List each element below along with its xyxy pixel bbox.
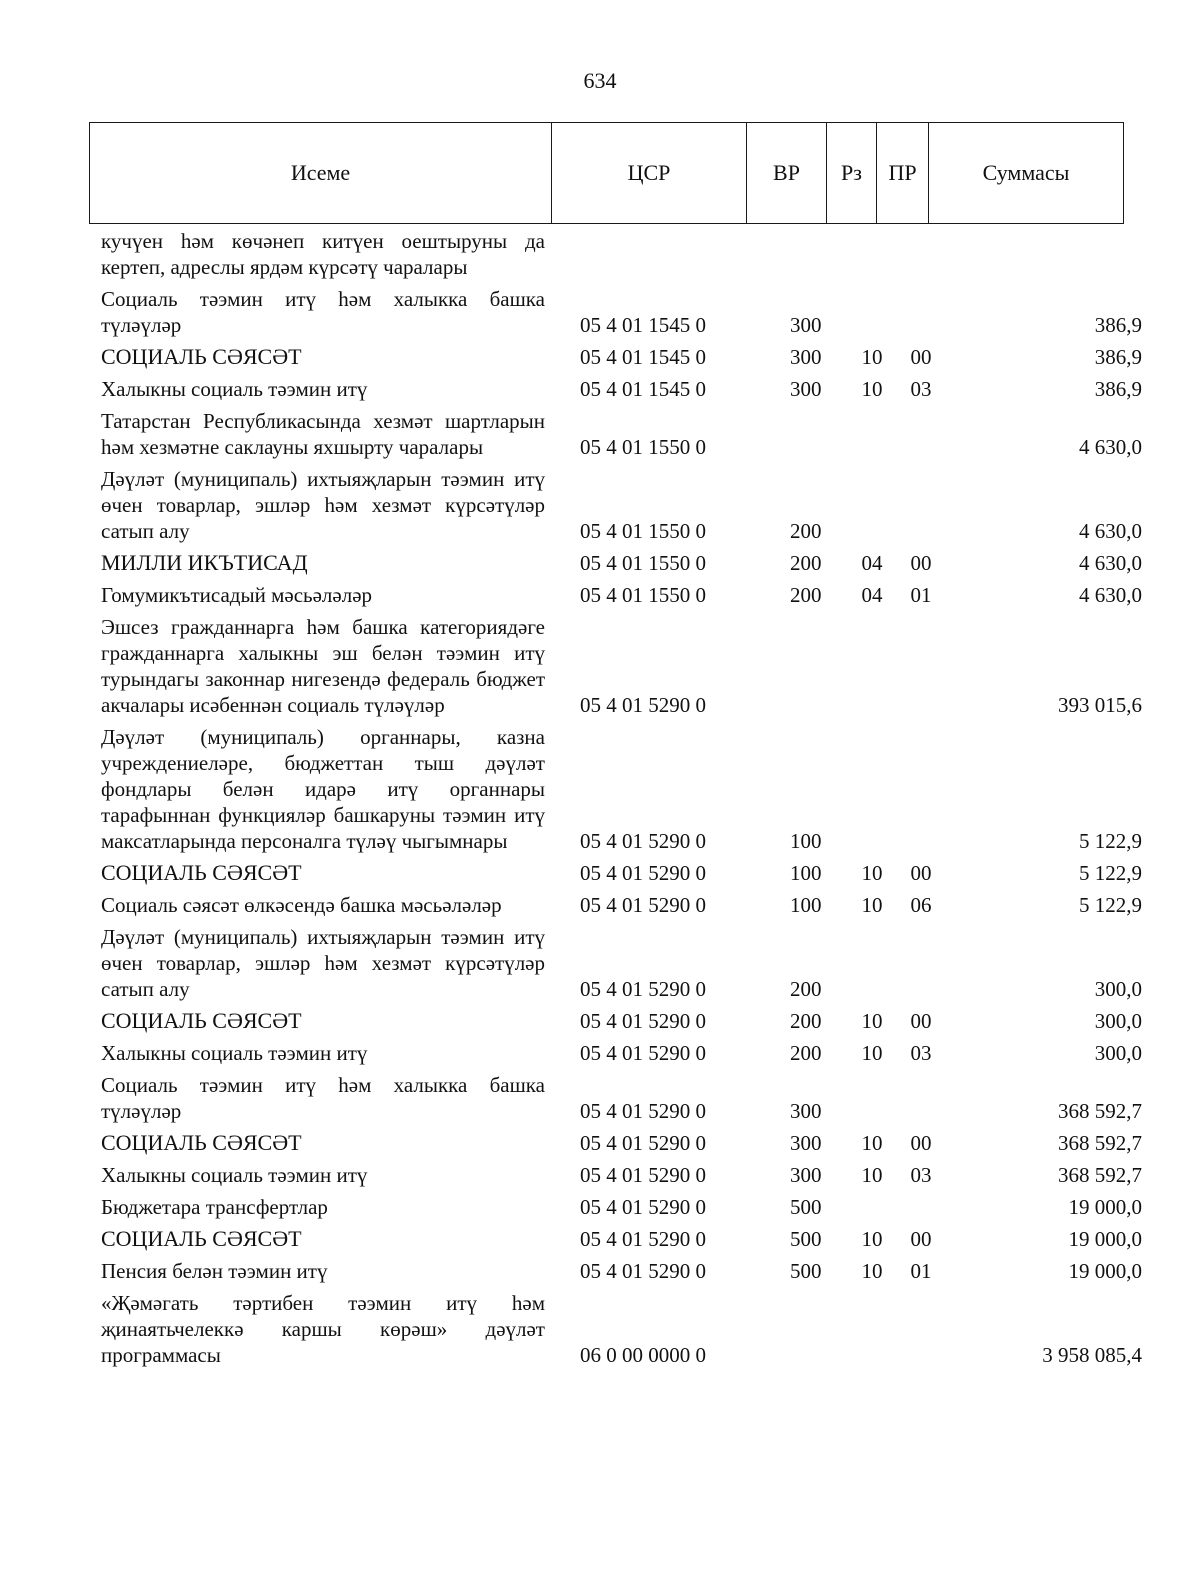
row-sum: 5 122,9 bbox=[1079, 893, 1142, 917]
row-sum: 368 592,7 bbox=[1058, 1163, 1142, 1187]
row-csr: 05 4 01 5290 0 bbox=[580, 693, 706, 717]
row-rz: 10 bbox=[861, 1041, 883, 1065]
row-name: Социаль тәэмин итү һәм халыкка башка түләүләр bbox=[101, 1073, 545, 1123]
row-csr: 05 4 01 1550 0 bbox=[580, 519, 706, 543]
row-rz: 10 bbox=[861, 1131, 883, 1155]
table-row bbox=[0, 408, 1200, 460]
row-sum: 300,0 bbox=[1094, 1041, 1142, 1065]
table-row bbox=[0, 466, 1200, 544]
row-vr: 300 bbox=[790, 377, 822, 401]
row-vr: 200 bbox=[790, 551, 822, 575]
row-name: Дәүләт (муниципаль) ихтыяҗларын тәэмин итү өчен товарлар, эшләр һәм хезмәт күрсәтүләр сатып алу bbox=[101, 467, 545, 543]
row-csr: 05 4 01 5290 0 bbox=[580, 1099, 706, 1123]
table-row bbox=[0, 376, 1200, 402]
table-row bbox=[0, 1258, 1200, 1284]
row-csr: 06 0 00 0000 0 bbox=[580, 1343, 706, 1367]
row-sum: 5 122,9 bbox=[1079, 829, 1142, 853]
row-csr: 05 4 01 1550 0 bbox=[580, 551, 706, 575]
row-name: Дәүләт (муниципаль) органнары, казна учреждениеләре, бюджеттан тыш дәүләт фондлары белән идарә итү органнары тарафыннан функцияләр башкаруны тәэмин итү максатларында персоналга түләү чыгымнары bbox=[101, 725, 545, 853]
row-pr: 01 bbox=[910, 1259, 932, 1283]
row-sum: 3 958 085,4 bbox=[1042, 1343, 1142, 1367]
row-vr: 500 bbox=[790, 1259, 822, 1283]
row-name: Халыкны социаль тәэмин итү bbox=[101, 377, 368, 401]
row-pr: 00 bbox=[910, 551, 932, 575]
row-name: Эшсез гражданнарга һәм башка категориядәге гражданнарга халыкны эш белән тәэмин итү турындагы законнар нигезендә федераль бюджет акчалары исәбеннән социаль түләүләр bbox=[101, 615, 545, 717]
row-vr: 300 bbox=[790, 1099, 822, 1123]
row-csr: 05 4 01 5290 0 bbox=[580, 1227, 706, 1251]
row-csr: 05 4 01 1550 0 bbox=[580, 435, 706, 459]
table-row bbox=[0, 1290, 1200, 1368]
header-rz: Рз bbox=[827, 123, 877, 224]
row-csr: 05 4 01 5290 0 bbox=[580, 977, 706, 1001]
row-name: СОЦИАЛЬ СӘЯСӘТ bbox=[101, 860, 302, 885]
row-csr: 05 4 01 5290 0 bbox=[580, 1009, 706, 1033]
row-name: Социаль тәэмин итү һәм халыкка башка түләүләр bbox=[101, 287, 545, 337]
row-csr: 05 4 01 5290 0 bbox=[580, 861, 706, 885]
row-sum: 368 592,7 bbox=[1058, 1099, 1142, 1123]
table-body bbox=[0, 228, 1200, 1368]
row-csr: 05 4 01 5290 0 bbox=[580, 1259, 706, 1283]
header-csr: ЦСР bbox=[552, 123, 747, 224]
row-vr: 100 bbox=[790, 829, 822, 853]
row-vr: 200 bbox=[790, 1009, 822, 1033]
table-row bbox=[0, 228, 1200, 280]
row-pr: 03 bbox=[910, 1041, 932, 1065]
row-pr: 03 bbox=[910, 1163, 932, 1187]
row-name: кучүен һәм көчәнеп китүен оештыруны да кертеп, адреслы ярдәм күрсәтү чаралары bbox=[101, 229, 545, 279]
page-number: 634 bbox=[583, 68, 617, 93]
row-sum: 4 630,0 bbox=[1079, 551, 1142, 575]
row-vr: 200 bbox=[790, 583, 822, 607]
table-row bbox=[0, 860, 1200, 886]
table-header bbox=[89, 122, 1124, 224]
table-row bbox=[0, 286, 1200, 338]
row-rz: 04 bbox=[861, 583, 883, 607]
row-sum: 368 592,7 bbox=[1058, 1131, 1142, 1155]
row-rz: 10 bbox=[861, 1259, 883, 1283]
row-vr: 300 bbox=[790, 345, 822, 369]
row-sum: 19 000,0 bbox=[1068, 1259, 1142, 1283]
row-sum: 19 000,0 bbox=[1068, 1227, 1142, 1251]
table-row bbox=[0, 1194, 1200, 1220]
row-vr: 100 bbox=[790, 861, 822, 885]
row-csr: 05 4 01 1545 0 bbox=[580, 345, 706, 369]
table-row bbox=[0, 1008, 1200, 1034]
table-row bbox=[0, 924, 1200, 1002]
row-pr: 00 bbox=[910, 345, 932, 369]
header-sum: Суммасы bbox=[929, 123, 1124, 224]
row-name: МИЛЛИ ИКЪТИСАД bbox=[101, 550, 308, 575]
row-name: СОЦИАЛЬ СӘЯСӘТ bbox=[101, 1008, 302, 1033]
row-sum: 386,9 bbox=[1094, 377, 1142, 401]
row-name: СОЦИАЛЬ СӘЯСӘТ bbox=[101, 344, 302, 369]
row-name: Социаль сәясәт өлкәсендә башка мәсьәләләр bbox=[101, 893, 502, 917]
row-name: «Җәмәгать тәртибен тәэмин итү һәм җинаятьчелеккә каршы көрәш» дәүләт программасы bbox=[101, 1291, 545, 1367]
header-pr: ПР bbox=[877, 123, 929, 224]
table-row bbox=[0, 582, 1200, 608]
row-sum: 386,9 bbox=[1094, 345, 1142, 369]
row-rz: 10 bbox=[861, 861, 883, 885]
row-vr: 200 bbox=[790, 1041, 822, 1065]
row-vr: 300 bbox=[790, 1163, 822, 1187]
row-name: СОЦИАЛЬ СӘЯСӘТ bbox=[101, 1130, 302, 1155]
table-row bbox=[0, 1040, 1200, 1066]
row-rz: 04 bbox=[861, 551, 883, 575]
table-row bbox=[0, 1130, 1200, 1156]
row-rz: 10 bbox=[861, 345, 883, 369]
row-rz: 10 bbox=[861, 1163, 883, 1187]
row-name: Гомумикътисадый мәсьәләләр bbox=[101, 583, 373, 607]
row-vr: 500 bbox=[790, 1195, 822, 1219]
row-csr: 05 4 01 5290 0 bbox=[580, 1195, 706, 1219]
row-pr: 00 bbox=[910, 861, 932, 885]
row-vr: 200 bbox=[790, 977, 822, 1001]
header-vr: ВР bbox=[747, 123, 827, 224]
row-pr: 00 bbox=[910, 1009, 932, 1033]
table-row bbox=[0, 724, 1200, 854]
row-csr: 05 4 01 5290 0 bbox=[580, 829, 706, 853]
row-sum: 4 630,0 bbox=[1079, 435, 1142, 459]
row-sum: 4 630,0 bbox=[1079, 583, 1142, 607]
row-csr: 05 4 01 5290 0 bbox=[580, 1163, 706, 1187]
row-csr: 05 4 01 1550 0 bbox=[580, 583, 706, 607]
table-row bbox=[0, 1226, 1200, 1252]
row-sum: 5 122,9 bbox=[1079, 861, 1142, 885]
row-sum: 4 630,0 bbox=[1079, 519, 1142, 543]
row-pr: 00 bbox=[910, 1227, 932, 1251]
row-pr: 00 bbox=[910, 1131, 932, 1155]
row-sum: 19 000,0 bbox=[1068, 1195, 1142, 1219]
row-csr: 05 4 01 1545 0 bbox=[580, 377, 706, 401]
table-row bbox=[0, 892, 1200, 918]
row-pr: 06 bbox=[910, 893, 932, 917]
row-vr: 300 bbox=[790, 313, 822, 337]
row-vr: 100 bbox=[790, 893, 822, 917]
row-name: Татарстан Республикасында хезмәт шартларын һәм хезмәтне саклауны яхшырту чаралары bbox=[101, 409, 545, 459]
table-row bbox=[0, 1162, 1200, 1188]
row-pr: 03 bbox=[910, 377, 932, 401]
row-rz: 10 bbox=[861, 1227, 883, 1251]
header-name: Исеме bbox=[90, 123, 552, 224]
row-vr: 200 bbox=[790, 519, 822, 543]
row-csr: 05 4 01 5290 0 bbox=[580, 1041, 706, 1065]
row-rz: 10 bbox=[861, 1009, 883, 1033]
row-rz: 10 bbox=[861, 377, 883, 401]
row-name: Халыкны социаль тәэмин итү bbox=[101, 1041, 368, 1065]
row-csr: 05 4 01 1545 0 bbox=[580, 313, 706, 337]
row-name: Дәүләт (муниципаль) ихтыяҗларын тәэмин итү өчен товарлар, эшләр һәм хезмәт күрсәтүләр сатып алу bbox=[101, 925, 545, 1001]
row-sum: 386,9 bbox=[1094, 313, 1142, 337]
table-row bbox=[0, 614, 1200, 718]
table-row bbox=[0, 344, 1200, 370]
row-name: Бюджетара трансфертлар bbox=[101, 1195, 328, 1219]
row-vr: 500 bbox=[790, 1227, 822, 1251]
row-sum: 300,0 bbox=[1094, 1009, 1142, 1033]
row-name: Пенсия белән тәэмин итү bbox=[101, 1259, 328, 1283]
row-pr: 01 bbox=[910, 583, 932, 607]
table-row bbox=[0, 550, 1200, 576]
row-rz: 10 bbox=[861, 893, 883, 917]
table-row bbox=[0, 1072, 1200, 1124]
row-vr: 300 bbox=[790, 1131, 822, 1155]
row-csr: 05 4 01 5290 0 bbox=[580, 1131, 706, 1155]
row-sum: 300,0 bbox=[1094, 977, 1142, 1001]
row-csr: 05 4 01 5290 0 bbox=[580, 893, 706, 917]
row-name: Халыкны социаль тәэмин итү bbox=[101, 1163, 368, 1187]
row-name: СОЦИАЛЬ СӘЯСӘТ bbox=[101, 1226, 302, 1251]
row-sum: 393 015,6 bbox=[1058, 693, 1142, 717]
